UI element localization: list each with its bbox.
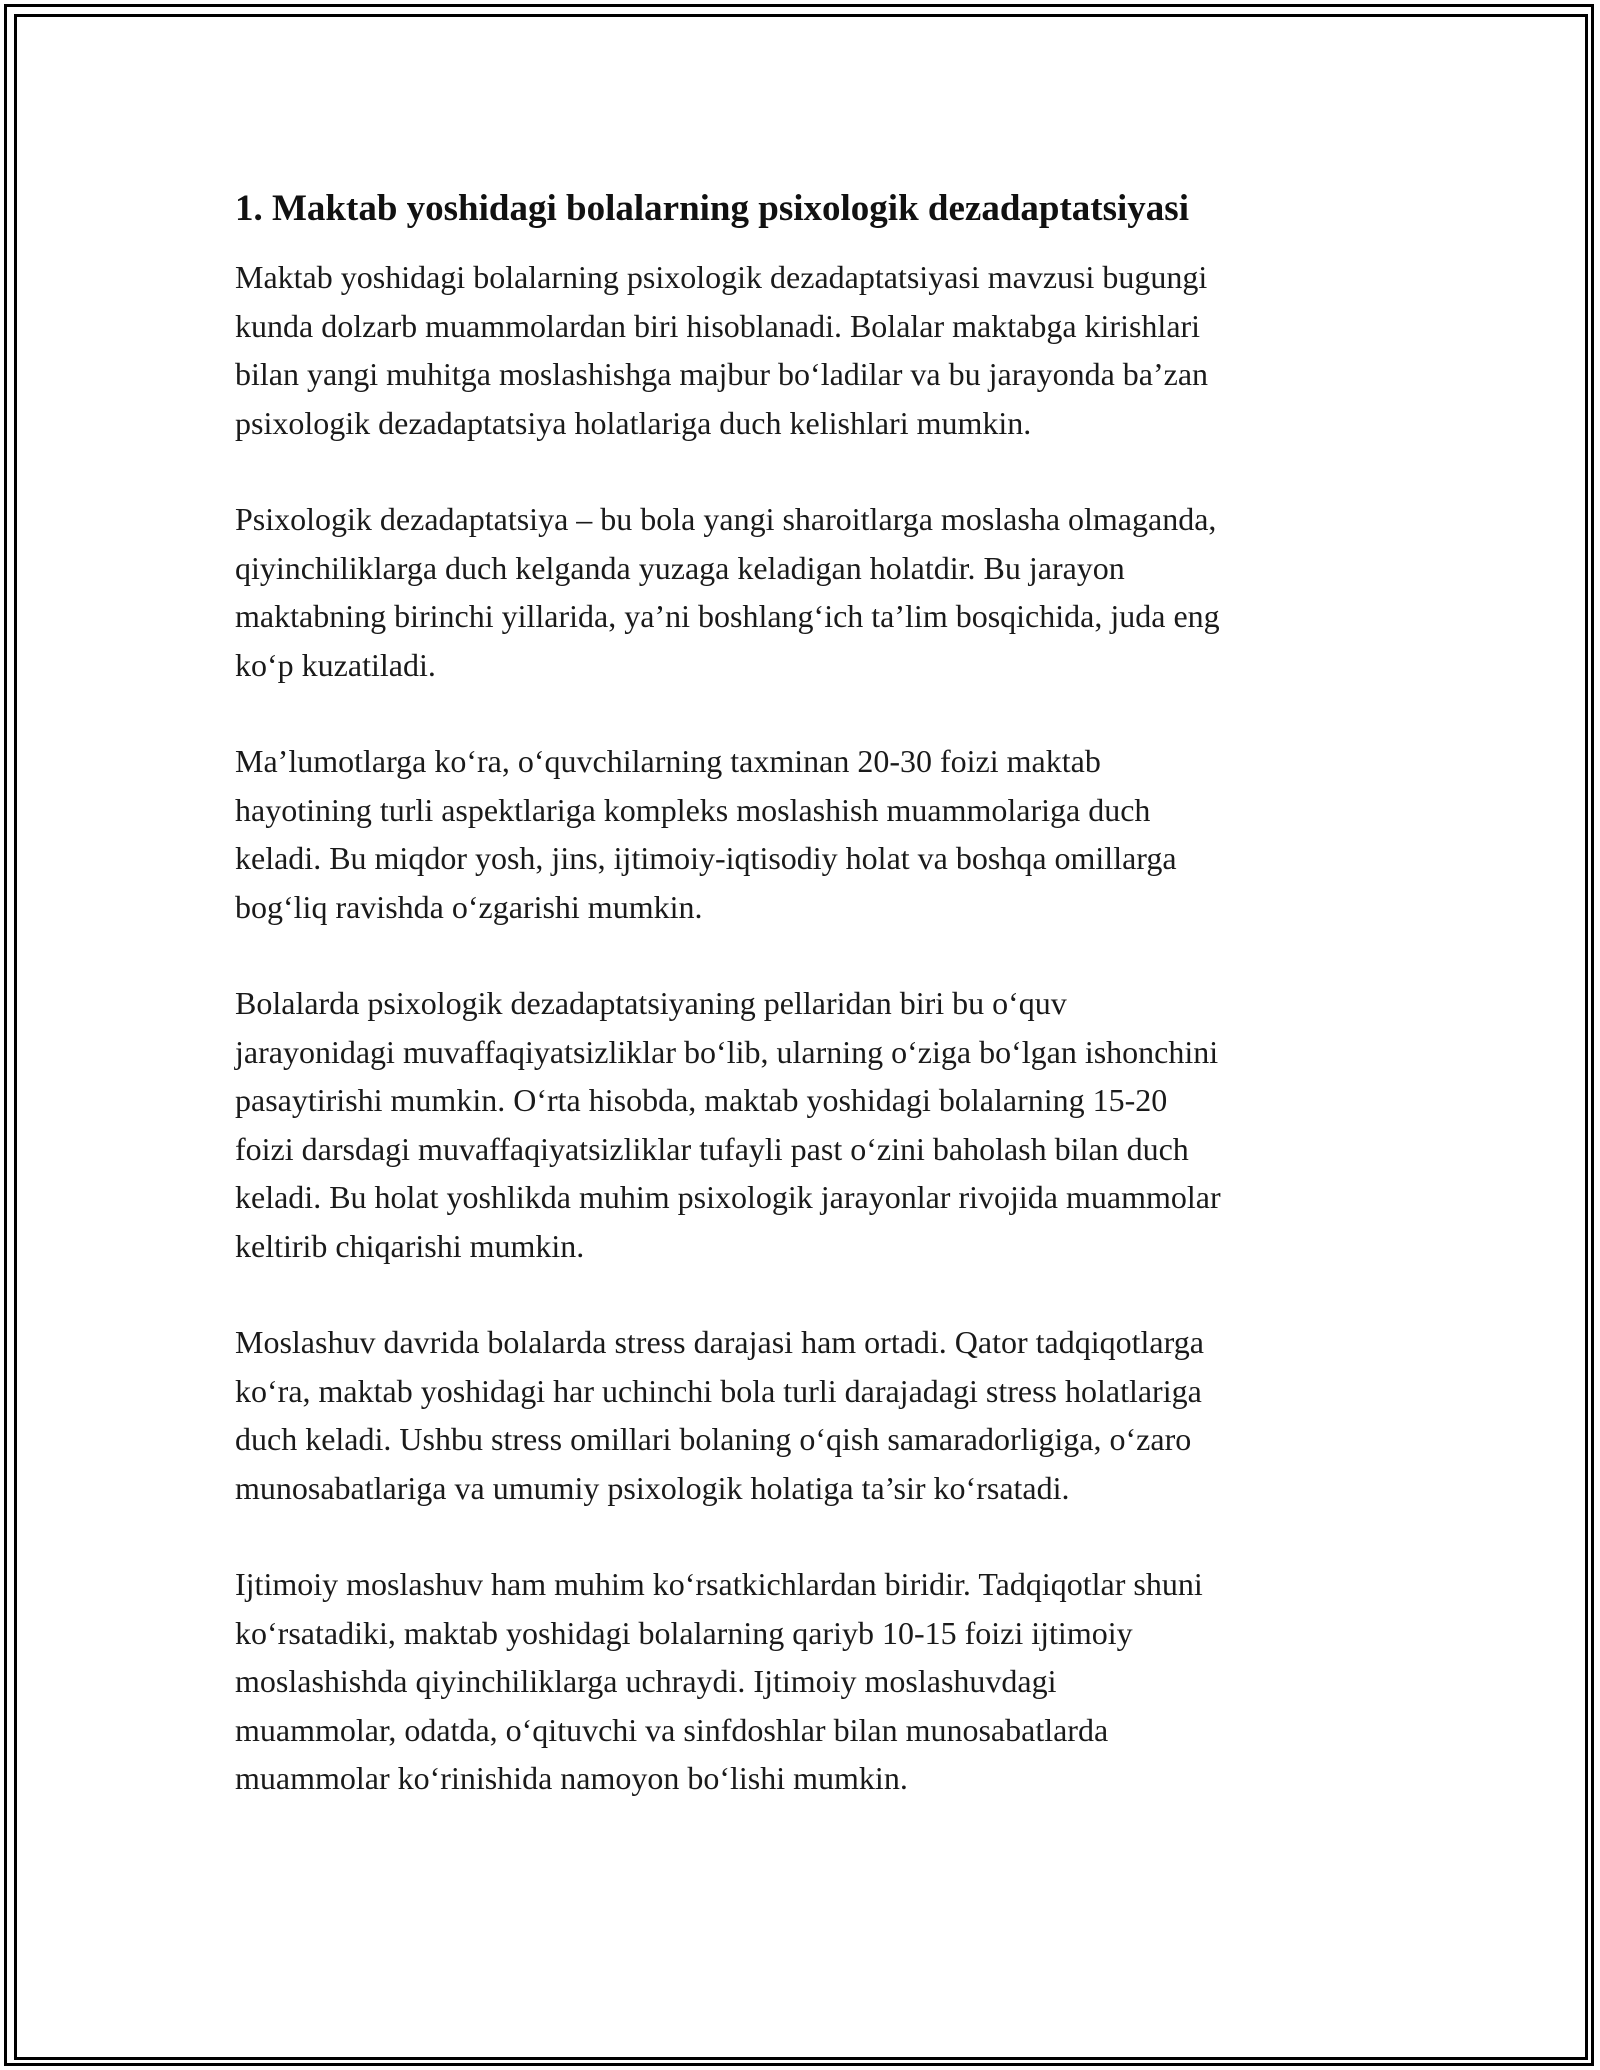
paragraph-line: qiyinchiliklarga duch kelganda yuzaga keladigan holatdir. Bu jarayon bbox=[235, 549, 1125, 586]
paragraph-line: ko‘rsatadiki, maktab yoshidagi bolalarning qariyb 10-15 foizi ijtimoiy bbox=[235, 1614, 1133, 1651]
paragraph-line: maktabning birinchi yillarida, ya’ni boshlang‘ich ta’lim bosqichida, juda eng bbox=[235, 598, 1220, 634]
paragraph-line: bilan yangi muhitga moslashishga majbur bo‘ladilar va bu jarayonda ba’zan bbox=[235, 356, 1209, 392]
section-heading: 1. Maktab yoshidagi bolalarning psixologik dezadaptatsiyasi bbox=[235, 188, 1189, 229]
paragraph-line: pasaytirishi mumkin. O‘rta hisobda, maktab yoshidagi bolalarning 15-20 bbox=[235, 1082, 1168, 1118]
paragraph-line: muammolar, odatda, o‘qituvchi va sinfdoshlar bilan munosabatlarda bbox=[235, 1711, 1109, 1748]
paragraph-line: Maktab yoshidagi bolalarning psixologik dezadaptatsiyasi mavzusi bugungi bbox=[235, 259, 1208, 295]
paragraph-line: Moslashuv davrida bolalarda stress darajasi ham ortadi. Qator tadqiqotlarga bbox=[235, 1324, 1204, 1360]
paragraph bbox=[235, 979, 1375, 1270]
paragraph-line: munosabatlariga va umumiy psixologik holatiga ta’sir ko‘rsatadi. bbox=[235, 1469, 1070, 1506]
paragraph bbox=[235, 495, 1375, 689]
paragraph bbox=[235, 1560, 1375, 1803]
paragraph-line: Bolalarda psixologik dezadaptatsiyaning pellaridan biri bu o‘quv bbox=[235, 985, 1067, 1021]
paragraph-line: psixologik dezadaptatsiya holatlariga duch kelishlari mumkin. bbox=[235, 404, 1032, 441]
paragraph-line: Psixologik dezadaptatsiya – bu bola yangi sharoitlarga moslasha olmaganda, bbox=[235, 501, 1217, 537]
paragraph-line: ko‘ra, maktab yoshidagi har uchinchi bola turli darajadagi stress holatlariga bbox=[235, 1372, 1202, 1409]
paragraph-line: Ijtimoiy moslashuv ham muhim ko‘rsatkichlardan biridir. Tadqiqotlar shuni bbox=[235, 1566, 1203, 1602]
paragraph-line: duch keladi. Ushbu stress omillari bolaning o‘qish samaradorligiga, o‘zaro bbox=[235, 1421, 1192, 1457]
paragraph-line: jarayonidagi muvaffaqiyatsizliklar bo‘lib, ularning o‘ziga bo‘lgan ishonchini bbox=[235, 1033, 1219, 1070]
paragraph bbox=[235, 1318, 1375, 1512]
paragraph bbox=[235, 253, 1375, 447]
paragraph bbox=[235, 737, 1375, 931]
paragraph-list bbox=[235, 253, 1375, 1803]
paragraph-line: keltirib chiqarishi mumkin. bbox=[235, 1227, 585, 1264]
paragraph-line: bog‘liq ravishda o‘zgarishi mumkin. bbox=[235, 888, 703, 925]
paragraph-line: Ma’lumotlarga ko‘ra, o‘quvchilarning taxminan 20-30 foizi maktab bbox=[235, 743, 1101, 779]
paragraph-line: moslashishda qiyinchiliklarga uchraydi. Ijtimoiy moslashuvdagi bbox=[235, 1663, 1057, 1699]
paragraph-line: foizi darsdagi muvaffaqiyatsizliklar tufayli past o‘zini baholash bilan duch bbox=[235, 1130, 1189, 1167]
paragraph-line: muammolar ko‘rinishida namoyon bo‘lishi mumkin. bbox=[235, 1760, 908, 1796]
paragraph-line: hayotining turli aspektlariga kompleks moslashish muammolariga duch bbox=[235, 791, 1151, 828]
document-body bbox=[235, 185, 1375, 1851]
paragraph-line: kunda dolzarb muammolardan biri hisoblanadi. Bolalar maktabga kirishlari bbox=[235, 307, 1201, 344]
paragraph-line: keladi. Bu holat yoshlikda muhim psixologik jarayonlar rivojida muammolar bbox=[235, 1179, 1221, 1215]
paragraph-line: keladi. Bu miqdor yosh, jins, ijtimoiy-iqtisodiy holat va boshqa omillarga bbox=[235, 840, 1177, 876]
paragraph-line: ko‘p kuzatiladi. bbox=[235, 646, 436, 683]
